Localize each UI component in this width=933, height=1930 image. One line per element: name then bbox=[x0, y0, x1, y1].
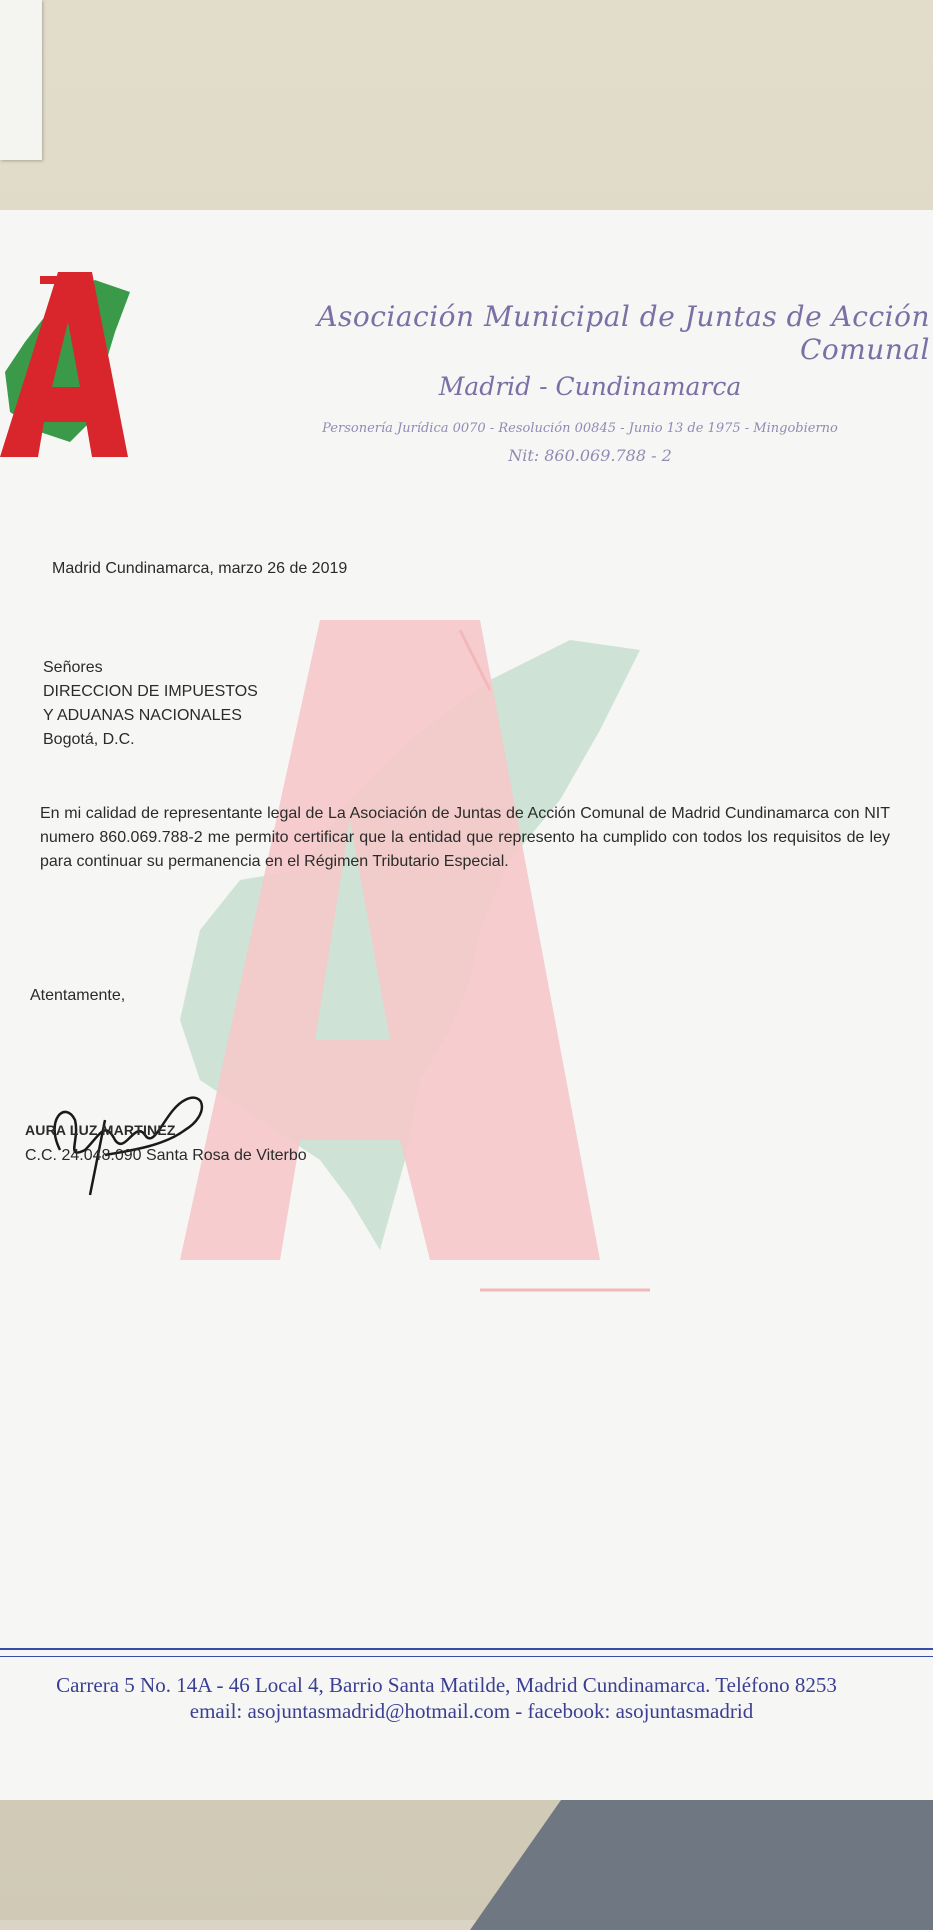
letterhead bbox=[250, 300, 930, 465]
watermark-logo bbox=[180, 600, 780, 1300]
footer bbox=[0, 1672, 933, 1724]
association-location: Madrid - Cundinamarca bbox=[438, 372, 742, 401]
footer-divider-thin bbox=[0, 1656, 933, 1657]
addressee-line: Señores bbox=[43, 659, 103, 676]
letter-closing: Atentamente, bbox=[30, 987, 126, 1004]
footer-contact: email: asojuntasmadrid@hotmail.com - facebook: asojuntasmadrid bbox=[189, 1699, 754, 1723]
association-logo bbox=[0, 272, 135, 462]
addressee-line: DIRECCION DE IMPUESTOS bbox=[43, 683, 258, 700]
footer-divider bbox=[0, 1648, 933, 1650]
addressee-block bbox=[43, 656, 258, 752]
association-name: Asociación Municipal de Juntas de Acción Comunal bbox=[317, 300, 930, 366]
addressee-line: Bogotá, D.C. bbox=[43, 731, 135, 748]
footer-address: Carrera 5 No. 14A - 46 Local 4, Barrio Santa Matilde, Madrid Cundinamarca. Teléfono 8253 bbox=[56, 1673, 837, 1697]
legal-registration: Personería Jurídica 0070 - Resolución 00845 - Junio 13 de 1975 - Mingobierno bbox=[322, 421, 838, 436]
letter-date: Madrid Cundinamarca, marzo 26 de 2019 bbox=[52, 560, 348, 577]
signer-name: AURA LUZ MARTINEZ bbox=[25, 1122, 176, 1138]
nit-number: Nit: 860.069.788 - 2 bbox=[508, 446, 672, 465]
signer-id: C.C. 24.048.090 Santa Rosa de Viterbo bbox=[25, 1147, 307, 1164]
addressee-line: Y ADUANAS NACIONALES bbox=[43, 707, 242, 724]
background-paper-corner bbox=[0, 0, 42, 160]
letter-body: En mi calidad de representante legal de La Asociación de Juntas de Acción Comunal de Madrid Cundinamarca con NIT numero 860.069.788-2 me permito certificar que la entidad que represento ha cumplido con todos los requisitos de ley para continuar su permanencia en el Régimen Tributario Especial. bbox=[40, 805, 890, 870]
